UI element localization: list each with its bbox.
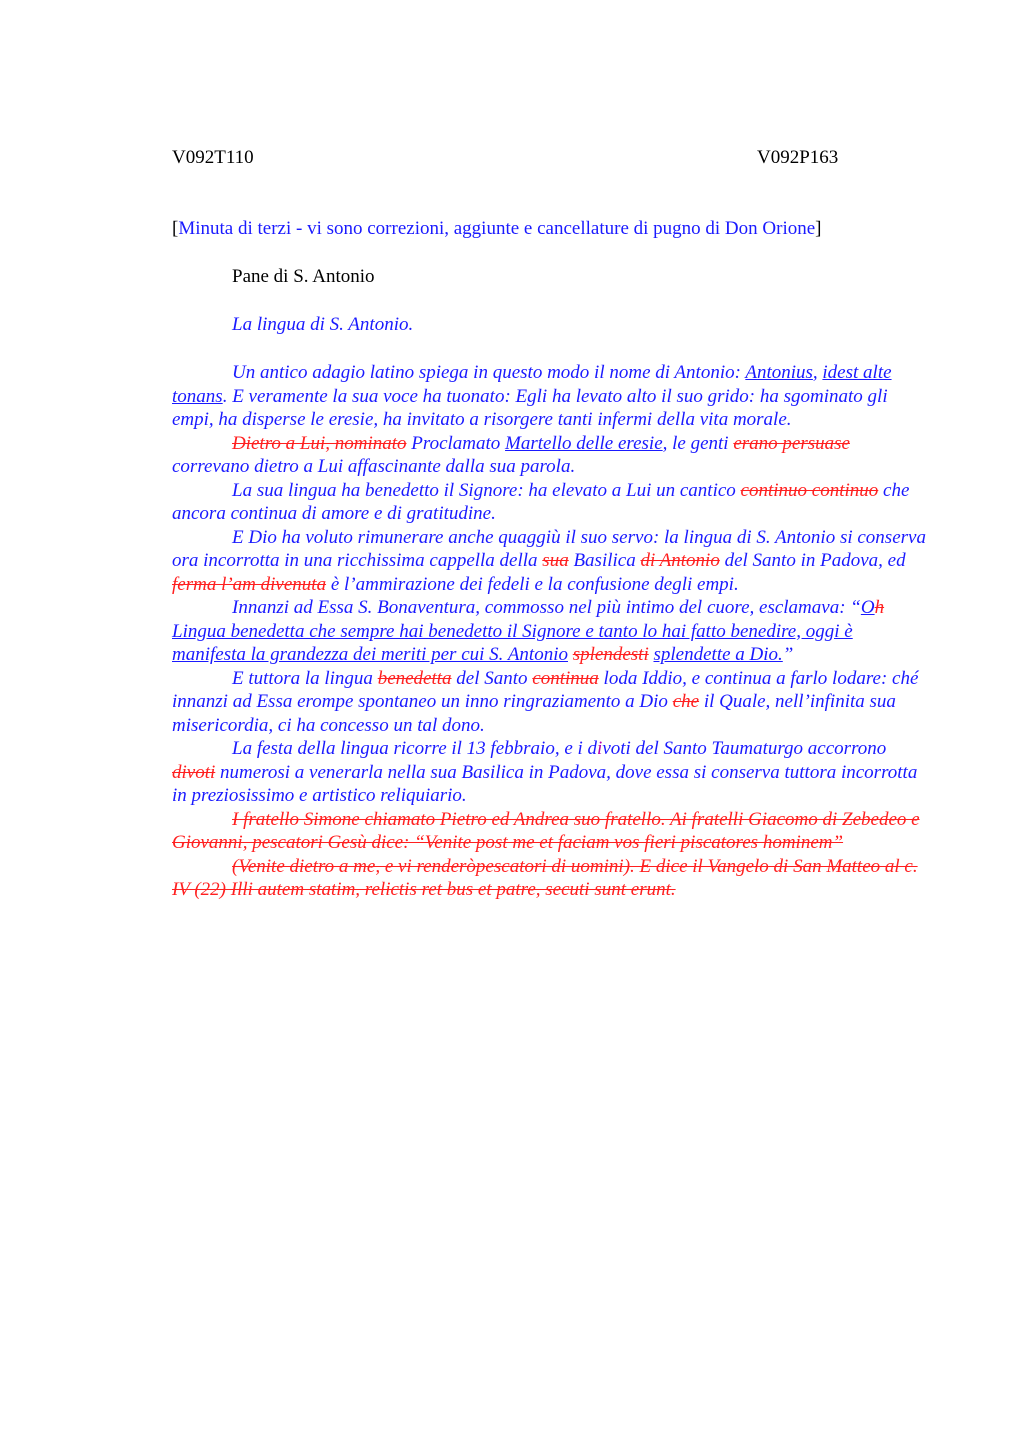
text-run: ” [782, 644, 794, 665]
underlined-text: Antonius [745, 362, 813, 383]
text-run: La sua lingua ha benedetto il Signore: ha elevato a Lui un cantico [232, 479, 741, 501]
paragraph-9 [172, 855, 928, 902]
text-run: numerosi a venerarla nella sua Basilica in Padova, dove essa si conserva tuttora incorrotta in preziosissimo e artistico reliquiario. [172, 761, 918, 806]
text-run: E Dio ha voluto rimunerare anche quaggiù il suo servo: la lingua di S. Antonio si conserva ora incorrotta in una ricchissima cappella della [172, 526, 926, 571]
deleted-text: splendesti [572, 644, 649, 665]
deleted-text: di Antonio [640, 550, 720, 571]
paragraph-8 [172, 808, 928, 855]
deleted-text: (Venite dietro a me, e vi renderòpescatori di uomini). E dice il Vangelo di San Matteo al c. IV (22) Illi autem statim, relictis ret bus et patre, secuti sunt erunt. [172, 855, 918, 900]
paragraph-5 [172, 596, 928, 667]
text-run: del Santo [451, 667, 533, 689]
paragraph-1 [172, 361, 928, 432]
paragraph-4 [172, 526, 928, 597]
text-run: E tuttora la lingua [232, 667, 378, 689]
editorial-note [172, 218, 932, 240]
underlined-text: Lingua benedetta che sempre hai benedetto il Signore e tanto lo hai fatto benedire, oggi è manifesta la grandezza dei meriti per cui S. Antonio [172, 620, 853, 665]
section-title: La lingua di S. Antonio. [232, 314, 414, 335]
deleted-text: divoti [172, 761, 216, 783]
text-run: , [812, 362, 823, 383]
paragraph-7 [172, 737, 928, 808]
text-run: , le genti [662, 432, 734, 454]
text-run: Innanzi ad Essa S. Bonaventura, commosso nel più intimo del cuore, esclamava: “ [232, 597, 861, 618]
text-run: . E veramente la sua voce ha tuonato: Egli ha levato alto il suo grido: ha sgominato gli empi, ha disperse le eresie, ha invitato a risorgere tanti infermi della vita morale. [172, 385, 888, 430]
text-run: che ancora continua di amore e di gratitudine. [172, 479, 910, 524]
deleted-text: benedetta [377, 667, 452, 689]
text-run: loda Iddio, e continua a farlo lodare: ché innanzi ad Essa erompe spontaneo un inno ringraziamento a Dio [172, 667, 919, 712]
text-run: Basilica [568, 550, 641, 571]
deleted-text: h [874, 597, 885, 618]
deleted-text: Dietro a Lui, nominato [232, 432, 407, 454]
text-run: il Quale, nell’infinita sua misericordia, ci ha concesso un tal dono. [172, 691, 896, 736]
paragraph-6 [172, 667, 928, 738]
text-run: del Santo in Padova, ed [719, 550, 906, 571]
text-run: Proclamato [406, 432, 506, 454]
text-run: è l’ammirazione dei fedeli e la confusione degli empi. [326, 573, 739, 595]
document-body [172, 361, 928, 902]
paragraph-3 [172, 479, 928, 526]
note-text: Minuta di terzi - vi sono correzioni, aggiunte e cancellature di pugno di Don Orione [178, 218, 816, 239]
text-run: Un antico adagio latino spiega in questo modo il nome di Antonio: [232, 362, 746, 383]
deleted-text: I fratello Simone chiamato Pietro ed Andrea suo fratello. Ai fratelli Giacomo di Zebedeo e Giovanni, pescatori Gesù dice: “Venite post me et faciam vos fieri piscatores hominem” [172, 808, 920, 853]
underlined-text: Martello delle eresie [505, 432, 663, 454]
note-bracket-open: [ [172, 218, 179, 239]
inserted-text: i [597, 738, 603, 759]
text-run: voti del Santo Taumaturgo accorrono [602, 738, 887, 759]
document-code-left: V092T110 [172, 147, 254, 168]
underlined-text: splendette a Dio. [653, 644, 783, 665]
deleted-text: continua [532, 667, 599, 689]
underlined-text: idest alte tonans [172, 362, 892, 407]
paragraph-2 [172, 432, 928, 479]
deleted-text: sua [542, 550, 569, 571]
underlined-text: O [860, 597, 875, 618]
deleted-text: erano persuase [733, 432, 850, 454]
note-bracket-close: ] [815, 218, 822, 239]
document-title: Pane di S. Antonio [232, 266, 375, 287]
text-run: correvano dietro a Lui affascinante dalla sua parola. [172, 456, 576, 477]
document-code-right: V092P163 [757, 147, 839, 168]
deleted-text: continuo continuo [740, 479, 879, 501]
deleted-text: ferma l’am divenuta [172, 573, 327, 595]
text-run: La festa della lingua ricorre il 13 febbraio, e i d [232, 738, 598, 759]
deleted-text: che [672, 691, 700, 712]
